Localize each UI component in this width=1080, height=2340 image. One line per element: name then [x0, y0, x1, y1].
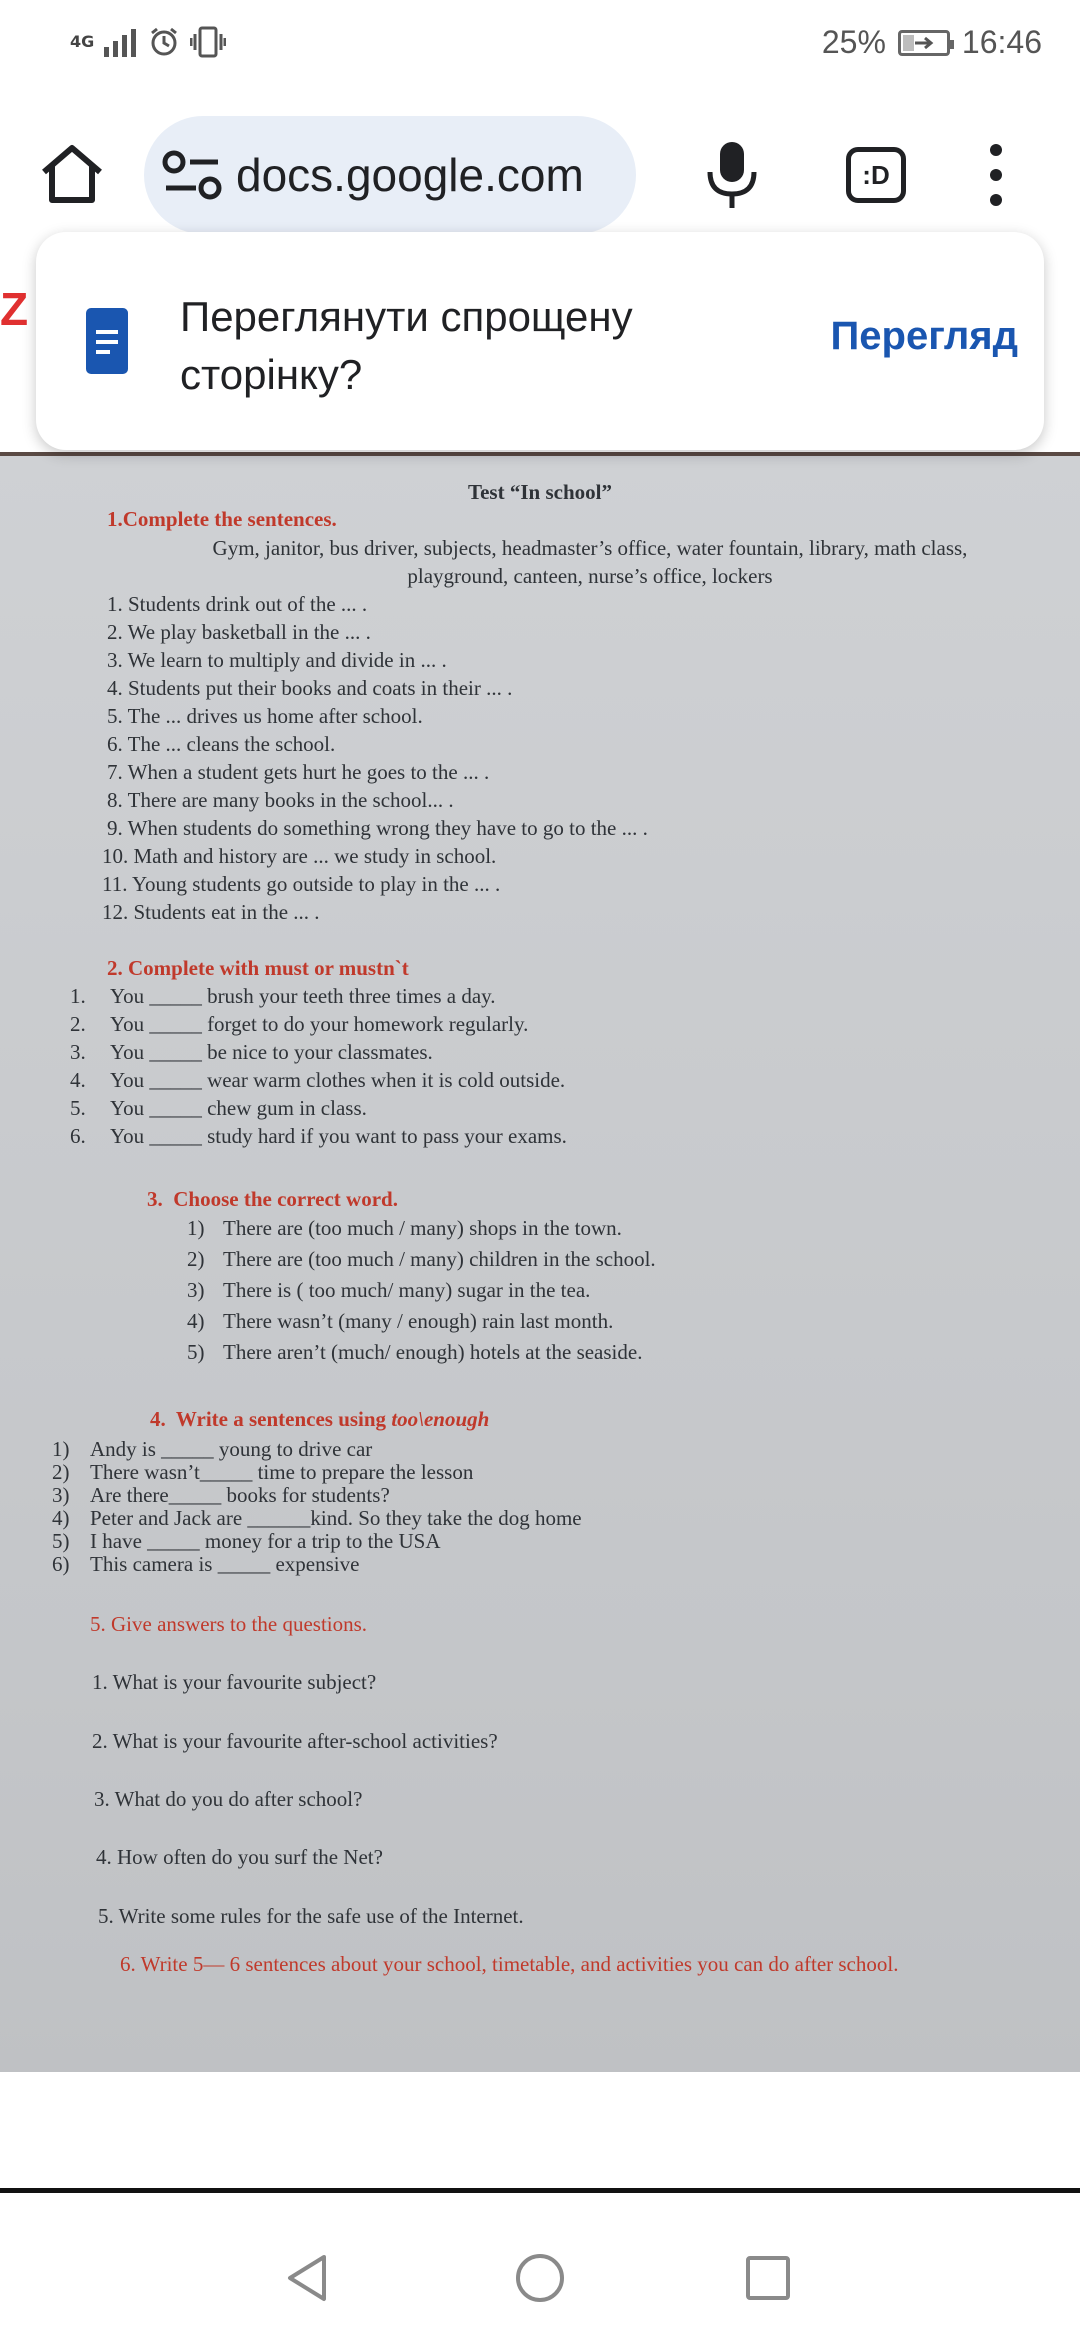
item-number: 1) [187, 1216, 205, 1240]
item-number: 3) [52, 1483, 70, 1507]
section4-heading [150, 1407, 489, 1432]
section3-heading [147, 1187, 398, 1212]
item-text: I have _____ money for a trip to the USA [90, 1529, 441, 1553]
section1-item: 6. The ... cleans the school. [107, 732, 336, 756]
item-text: You _____ be nice to your classmates. [110, 1040, 433, 1064]
item-number: 4. [70, 1068, 86, 1092]
word-bank-line: Gym, janitor, bus driver, subjects, headmaster’s office, water fountain, library, math class, [212, 536, 968, 560]
heading-text: Write a sentences using [175, 1407, 387, 1431]
item-text: There are (too much / many) children in the school. [223, 1247, 656, 1271]
section4-item [52, 1437, 372, 1462]
document-icon [86, 308, 128, 374]
home-nav-button[interactable] [492, 2215, 588, 2340]
more-menu-button[interactable] [976, 140, 1016, 210]
home-button[interactable] [30, 132, 114, 216]
section2-heading: 2. Complete with must or mustn`t [107, 956, 409, 980]
url-text: docs.google.com [236, 149, 584, 201]
item-text: You _____ forget to do your homework regularly. [110, 1012, 529, 1036]
section6-task: 6. Write 5— 6 sentences about your school, timetable, and activities you can do after school. [120, 1952, 899, 1976]
content-divider [0, 2188, 1080, 2193]
section1-item: 10. Math and history are ... we study in school. [102, 844, 497, 868]
section1-item: 8. There are many books in the school... . [107, 788, 454, 812]
section5-question: 3. What do you do after school? [94, 1787, 363, 1811]
section2-item [70, 1012, 528, 1037]
microphone-icon [700, 140, 764, 210]
section1-heading: 1.Complete the sentences. [107, 507, 337, 531]
item-number: 6) [52, 1552, 70, 1576]
item-number: 2) [187, 1247, 205, 1271]
address-bar[interactable] [144, 116, 636, 234]
menu-dot-icon [990, 169, 1002, 181]
menu-dot-icon [990, 194, 1002, 206]
section5-question: 5. Write some rules for the safe use of the Internet. [98, 1904, 524, 1928]
status-icons-left [70, 26, 226, 58]
section1-item: 2. We play basketball in the ... . [107, 620, 371, 644]
item-text: You _____ brush your teeth three times a day. [110, 984, 496, 1008]
item-text: Are there_____ books for students? [90, 1483, 390, 1507]
photo-edge [0, 452, 1080, 456]
recents-square-icon [744, 2254, 792, 2302]
section5-question: 2. What is your favourite after-school activities? [92, 1729, 498, 1753]
section2-item [70, 1040, 433, 1065]
item-text: There aren’t (much/ enough) hotels at the seaside. [223, 1340, 643, 1364]
site-settings-icon[interactable] [162, 150, 222, 200]
section2-item [70, 984, 496, 1009]
section1-item: 11. Young students go outside to play in the ... . [102, 872, 501, 896]
item-text: You _____ study hard if you want to pass your exams. [110, 1124, 567, 1148]
section4-item [52, 1460, 473, 1485]
section4-item [52, 1506, 582, 1531]
battery-icon [898, 30, 950, 56]
voice-search-button[interactable] [700, 140, 764, 210]
heading-text: Choose the correct word. [173, 1187, 398, 1211]
item-text: There are (too much / many) shops in the town. [223, 1216, 622, 1240]
heading-number: 3. [147, 1187, 163, 1211]
tabs-face-icon: :D [862, 159, 890, 190]
recents-button[interactable] [720, 2215, 816, 2340]
section4-item [52, 1529, 441, 1554]
signal-icon [104, 27, 138, 57]
status-bar [0, 0, 1080, 92]
item-number: 5) [187, 1340, 205, 1364]
item-text: Peter and Jack are ______kind. So they take the dog home [90, 1506, 582, 1530]
view-simplified-button[interactable]: Перегляд [830, 314, 1018, 358]
section3-item [187, 1340, 642, 1365]
word-bank [130, 534, 1050, 590]
item-number: 3. [70, 1040, 86, 1064]
section1-item: 4. Students put their books and coats in their ... . [107, 676, 513, 700]
item-number: 4) [52, 1506, 70, 1530]
system-navigation-bar [0, 2215, 1080, 2340]
item-number: 5. [70, 1096, 86, 1120]
menu-dot-icon [990, 144, 1002, 156]
section4-item [52, 1552, 359, 1577]
item-text: You _____ chew gum in class. [110, 1096, 367, 1120]
status-icons-right [822, 24, 1042, 61]
section2-item [70, 1124, 567, 1149]
item-text: Andy is _____ young to drive car [90, 1437, 373, 1461]
vibrate-icon [190, 26, 226, 58]
item-text: This camera is _____ expensive [90, 1552, 360, 1576]
section5-question: 1. What is your favourite subject? [92, 1670, 377, 1694]
simplified-view-banner [36, 232, 1044, 450]
item-text: You _____ wear warm clothes when it is cold outside. [110, 1068, 566, 1092]
section3-item [187, 1309, 613, 1334]
item-number: 3) [187, 1278, 205, 1302]
heading-italic: too\enough [391, 1407, 490, 1431]
item-text: There wasn’t (many / enough) rain last month. [223, 1309, 614, 1333]
section5-question: 4. How often do you surf the Net? [96, 1845, 383, 1869]
section2-item [70, 1068, 565, 1093]
item-number: 4) [187, 1309, 205, 1333]
section3-item [187, 1278, 590, 1303]
section1-item: 12. Students eat in the ... . [102, 900, 320, 924]
section1-item: 7. When a student gets hurt he goes to the ... . [107, 760, 490, 784]
back-button[interactable] [260, 2215, 356, 2340]
item-text: There wasn’t_____ time to prepare the lesson [90, 1460, 474, 1484]
section1-item: 3. We learn to multiply and divide in ... . [107, 648, 447, 672]
item-number: 5) [52, 1529, 70, 1553]
word-bank-line: playground, canteen, nurse’s office, lockers [407, 564, 773, 588]
network-type: 4G [70, 32, 95, 51]
worksheet-title: Test “In school” [468, 480, 612, 504]
worksheet-photo [0, 452, 1080, 2072]
item-number: 1) [52, 1437, 70, 1461]
item-number: 6. [70, 1124, 86, 1148]
alarm-icon [148, 26, 180, 58]
section1-item: 9. When students do something wrong they have to go to the ... . [107, 816, 648, 840]
item-number: 1. [70, 984, 86, 1008]
back-triangle-icon [284, 2253, 332, 2303]
section3-item [187, 1247, 656, 1272]
item-text: There is ( too much/ many) sugar in the tea. [223, 1278, 591, 1302]
banner-prompt: Переглянути спрощену сторінку? [180, 293, 633, 398]
charging-icon [913, 36, 935, 50]
section1-item: 1. Students drink out of the ... . [107, 592, 368, 616]
heading-number: 4. [150, 1407, 166, 1431]
section2-item [70, 1096, 367, 1121]
section3-item [187, 1216, 622, 1241]
item-number: 2) [52, 1460, 70, 1484]
battery-percent: 25% [821, 24, 886, 60]
clock-time: 16:46 [961, 24, 1042, 60]
home-circle-icon [514, 2252, 566, 2304]
web-content [0, 262, 1080, 2072]
section1-item: 5. The ... drives us home after school. [107, 704, 423, 728]
home-icon [36, 138, 108, 210]
section5-heading: 5. Give answers to the questions. [90, 1612, 368, 1636]
page-edge-decoration: Z [0, 283, 29, 335]
section4-item [52, 1483, 390, 1508]
tabs-button[interactable] [846, 147, 906, 203]
item-number: 2. [70, 1012, 86, 1036]
